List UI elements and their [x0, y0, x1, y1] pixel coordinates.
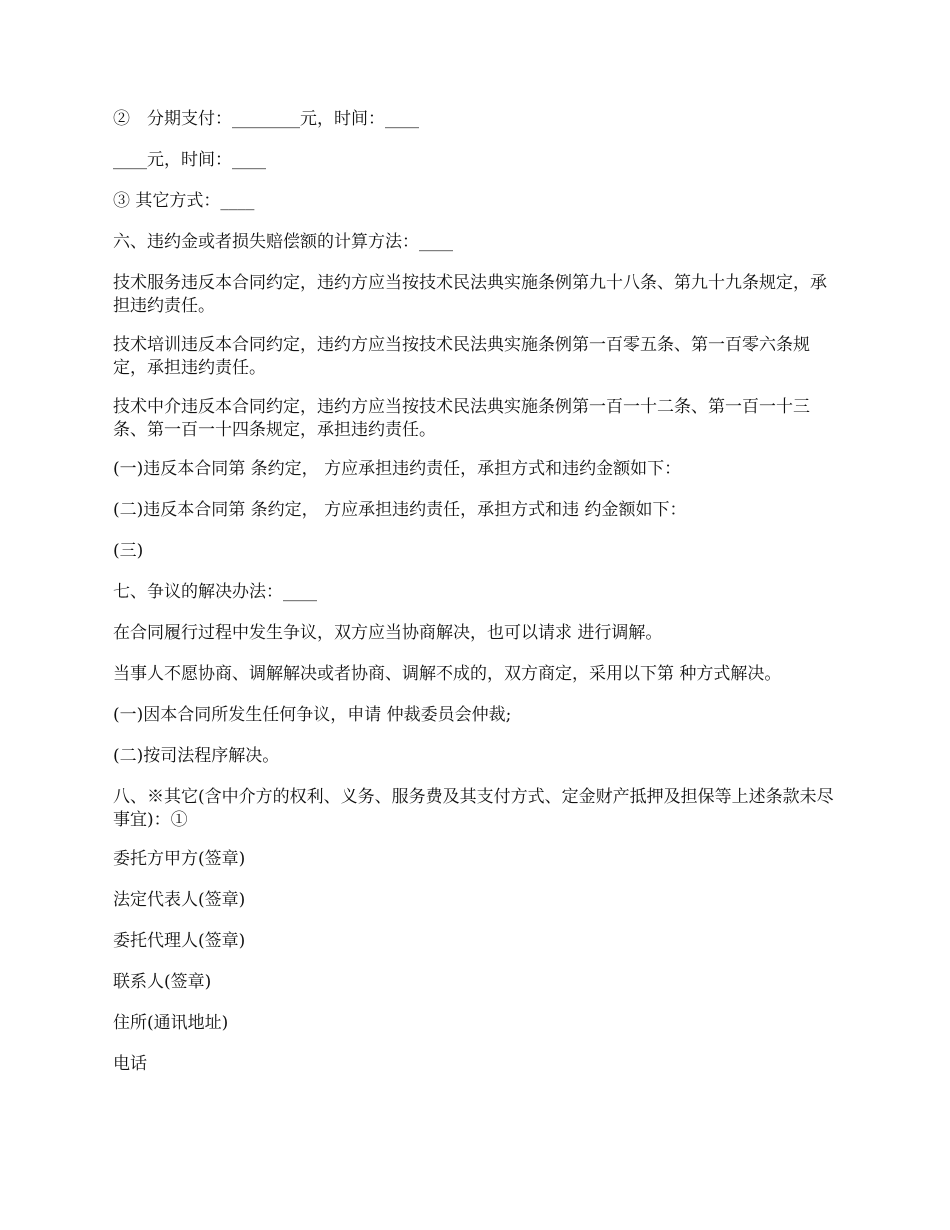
dispute-negotiation: 在合同履行过程中发生争议，双方应当协商解决，也可以请求 进行调解。 — [113, 623, 663, 643]
address-line: 住所(通讯地址) — [113, 1013, 229, 1033]
dispute-judicial: (二)按司法程序解决。 — [113, 746, 280, 766]
other-payment-method: ③ 其它方式：____ — [113, 191, 255, 211]
tech-agency-liability: 技术中介违反本合同约定，违约方应当按技术民法典实施条例第一百一十二条、第一百一十三条、第一百一十四条规定，承担违约责任。 — [113, 397, 810, 440]
tech-training-liability: 技术培训违反本合同约定，违约方应当按技术民法典实施条例第一百零五条、第一百零六条规定，承担违约责任。 — [113, 335, 810, 378]
signature-agent: 委托代理人(签章) — [113, 931, 246, 951]
dispute-arbitration: (一)因本合同所发生任何争议，申请 仲裁委员会仲裁; — [113, 705, 512, 725]
breach-clause-2: (二)违反本合同第 条约定， 方应承担违约责任，承担方式和违 约金额如下： — [113, 500, 687, 520]
installment-payment-line: ② 分期支付：________元，时间：____ — [113, 109, 419, 129]
section-8-heading: 八、※其它(含中介方的权利、义务、服务费及其支付方式、定金财产抵押及担保等上述条款未尽事宜)：① — [113, 787, 834, 830]
phone-line: 电话 — [113, 1054, 147, 1074]
installment-payment-line-2: ____元，时间：____ — [113, 150, 266, 170]
signature-legal-rep: 法定代表人(签章) — [113, 890, 246, 910]
section-6-heading: 六、违约金或者损失赔偿额的计算方法：____ — [113, 232, 453, 252]
breach-clause-1: (一)违反本合同第 条约定， 方应承担违约责任，承担方式和违约金额如下： — [113, 459, 682, 479]
document-page — [113, 108, 843, 1094]
signature-contact: 联系人(签章) — [113, 972, 212, 992]
section-7-heading: 七、争议的解决办法：____ — [113, 582, 317, 602]
breach-clause-3: (三) — [113, 541, 144, 561]
tech-service-liability: 技术服务违反本合同约定，违约方应当按技术民法典实施条例第九十八条、第九十九条规定，承担违约责任。 — [113, 273, 827, 316]
signature-principal: 委托方甲方(签章) — [113, 849, 246, 869]
dispute-method-choice: 当事人不愿协商、调解解决或者协商、调解不成的，双方商定，采用以下第 种方式解决。 — [113, 664, 782, 684]
